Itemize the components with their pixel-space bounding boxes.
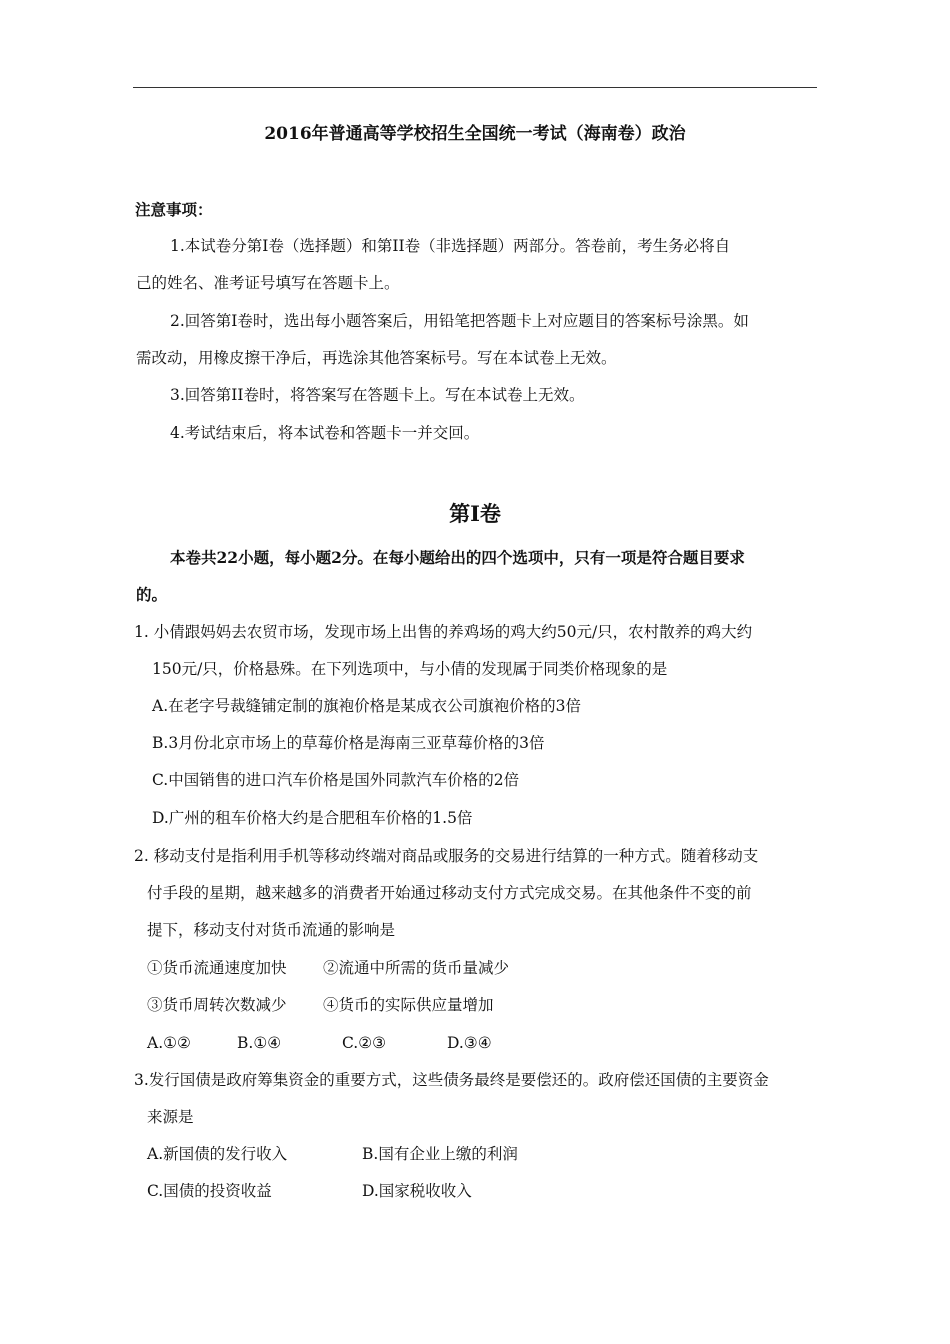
q2-stem-line-1: 2. 移动支付是指利用手机等移动终端对商品或服务的交易进行结算的一种方式。随着移动支 xyxy=(134,847,759,865)
q3-option-c: C.国债的投资收益 xyxy=(147,1182,272,1200)
q1-option-d: D.广州的租车价格大约是合肥租车价格的1.5倍 xyxy=(152,809,473,827)
q2-statement-4: ④货币的实际供应量增加 xyxy=(323,996,494,1014)
section-intro-line-1: 本卷共22小题，每小题2分。在每小题给出的四个选项中，只有一项是符合题目要求 xyxy=(170,548,745,567)
section-intro-line-2: 的。 xyxy=(136,585,168,604)
q1-option-c: C.中国销售的进口汽车价格是国外同款汽车价格的2倍 xyxy=(152,771,520,789)
notice-heading: 注意事项： xyxy=(135,200,213,219)
q3-option-a: A.新国债的发行收入 xyxy=(147,1145,288,1163)
q1-stem-line-2: 150元/只，价格悬殊。在下列选项中，与小倩的发现属于同类价格现象的是 xyxy=(152,660,668,678)
notice-item-3: 3.回答第II卷时，将答案写在答题卡上。写在本试卷上无效。 xyxy=(170,386,585,404)
exam-title: 2016年普通高等学校招生全国统一考试（海南卷）政治 xyxy=(264,124,686,144)
q2-option-d: D.③④ xyxy=(447,1034,492,1052)
q2-statement-2: ②流通中所需的货币量减少 xyxy=(323,959,510,977)
q2-statement-3: ③货币周转次数减少 xyxy=(147,996,287,1014)
q3-option-d: D.国家税收收入 xyxy=(362,1182,472,1200)
q2-stem-line-2: 付手段的星期，越来越多的消费者开始通过移动支付方式完成交易。在其他条件不变的前 xyxy=(147,884,752,902)
notice-item-2-line-2: 需改动，用橡皮擦干净后，再选涂其他答案标号。写在本试卷上无效。 xyxy=(136,349,617,367)
q1-option-a: A.在老字号裁缝铺定制的旗袍价格是某成衣公司旗袍价格的3倍 xyxy=(152,697,581,715)
q2-option-a: A.①② xyxy=(147,1034,191,1052)
notice-item-4: 4.考试结束后，将本试卷和答题卡一并交回。 xyxy=(170,424,480,442)
q1-option-b: B.3月份北京市场上的草莓价格是海南三亚草莓价格的3倍 xyxy=(152,734,545,752)
header-rule xyxy=(133,87,817,88)
q3-option-b: B.国有企业上缴的利润 xyxy=(362,1145,518,1163)
q2-option-b: B.①④ xyxy=(237,1034,282,1052)
q1-stem-line-1: 1. 小倩跟妈妈去农贸市场，发现市场上出售的养鸡场的鸡大约50元/只，农村散养的鸡大约 xyxy=(134,623,753,641)
section-title: 第Ⅰ卷 xyxy=(449,501,501,526)
q2-option-c: C.②③ xyxy=(342,1034,387,1052)
notice-item-1-line-1: 1.本试卷分第Ⅰ卷（选择题）和第II卷（非选择题）两部分。答卷前，考生务必将自 xyxy=(170,237,731,255)
notice-item-2-line-1: 2.回答第Ⅰ卷时，选出每小题答案后，用铅笔把答题卡上对应题目的答案标号涂黑。如 xyxy=(170,312,749,330)
notice-item-1-line-2: 己的姓名、准考证号填写在答题卡上。 xyxy=(136,274,400,292)
q2-stem-line-3: 提下，移动支付对货币流通的影响是 xyxy=(147,921,396,939)
q3-stem-line-2: 来源是 xyxy=(147,1108,194,1126)
q3-stem-line-1: 3.发行国债是政府筹集资金的重要方式，这些债务最终是要偿还的。政府偿还国债的主要资金 xyxy=(134,1071,769,1089)
q2-statement-1: ①货币流通速度加快 xyxy=(147,959,287,977)
